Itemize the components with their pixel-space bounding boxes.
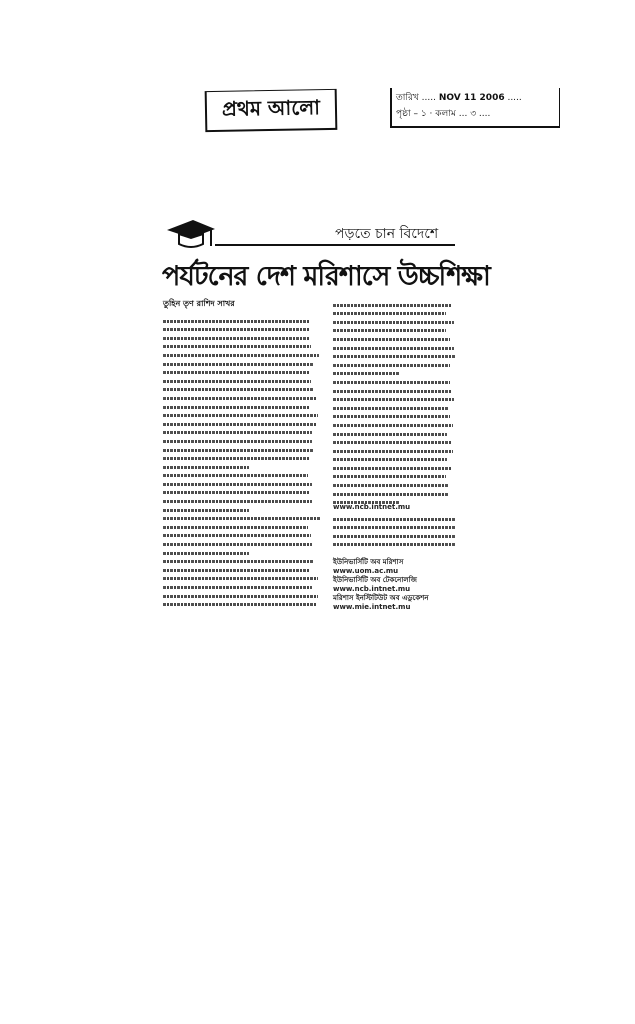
text-line [163,363,314,366]
column-value: ৩ [470,109,477,119]
text-line [163,440,312,443]
text-line [163,534,311,537]
link-text: www.ncb.intnet.mu [333,584,411,593]
text-line [333,424,453,427]
logo-text: প্রথম আলো [221,94,321,121]
date-value: NOV 11 2006 [438,93,505,103]
text-line [163,397,317,400]
text-line [163,586,312,589]
text-line [163,449,313,452]
page-label: পৃষ্ঠা [396,109,411,119]
text-line [163,354,319,357]
text-line [163,380,311,383]
text-line [163,328,310,331]
date-stamp: তারিখ ..... NOV 11 2006 ..... পৃষ্ঠা – ১ · কলাম ... ৩ .... [390,88,560,128]
text-line [163,603,317,606]
text-line [333,304,452,307]
newspaper-logo [205,89,338,132]
right-column-text [333,298,455,510]
text-line [333,484,449,487]
text-line [333,321,454,324]
text-line [163,388,314,391]
text-line [333,415,450,418]
text-line [333,458,447,461]
text-line [163,517,320,520]
text-line [333,407,449,410]
link-text: www.ncb.intnet.mu [333,503,411,511]
text-line [163,526,308,529]
graduation-cap-icon [165,216,215,252]
text-line [333,390,452,393]
text-line [163,414,318,417]
text-line [333,312,446,315]
text-line [333,338,450,341]
text-line [333,355,455,358]
text-line [163,560,313,563]
text-line [163,569,310,572]
section-kicker: পড়তে চান বিদেশে [335,226,439,242]
byline: তুহিন তৃণ রাশিদ সাখর [163,299,235,308]
headline: পর্যটনের দেশ মরিশাসে উচ্চশিক্ষা [162,261,490,292]
text-line [163,543,312,546]
link-label: ইউনিভার্সিটি অব মরিশাস [333,557,404,566]
text-line [333,398,454,401]
text-line [163,345,311,348]
text-line [163,423,317,426]
link-text: www.uom.ac.mu [333,566,399,575]
text-line [333,493,449,496]
text-line [163,457,310,460]
text-line [333,450,453,453]
text-line [333,381,450,384]
text-line [163,595,318,598]
text-line [163,474,308,477]
text-line [333,475,446,478]
kicker-rule [215,244,455,246]
text-line [333,467,451,470]
text-line [163,337,310,340]
text-line [163,552,249,555]
text-line [163,500,312,503]
text-line [163,406,309,409]
link-text: www.mie.intnet.mu [333,602,411,611]
text-line [333,347,454,350]
text-line [333,433,447,436]
right-column-links [333,503,455,612]
text-line [163,431,312,434]
text-line [163,371,309,374]
text-line [163,466,249,469]
text-line [163,483,312,486]
left-column-text [163,314,320,612]
text-line [333,364,450,367]
text-line [333,441,451,444]
text-line [163,509,249,512]
text-line [333,372,400,375]
text-line [333,329,446,332]
text-line [163,577,318,580]
page-value: ১ [420,109,427,119]
link-label: মরিশাস ইনস্টিটিউট অব এডুকেশন [333,593,429,602]
column-label: কলাম [435,109,456,119]
link-label: ইউনিভার্সিটি অব টেকনোলজি [333,575,417,584]
text-line [163,320,309,323]
text-line [163,491,310,494]
date-label: তারিখ [396,93,419,103]
